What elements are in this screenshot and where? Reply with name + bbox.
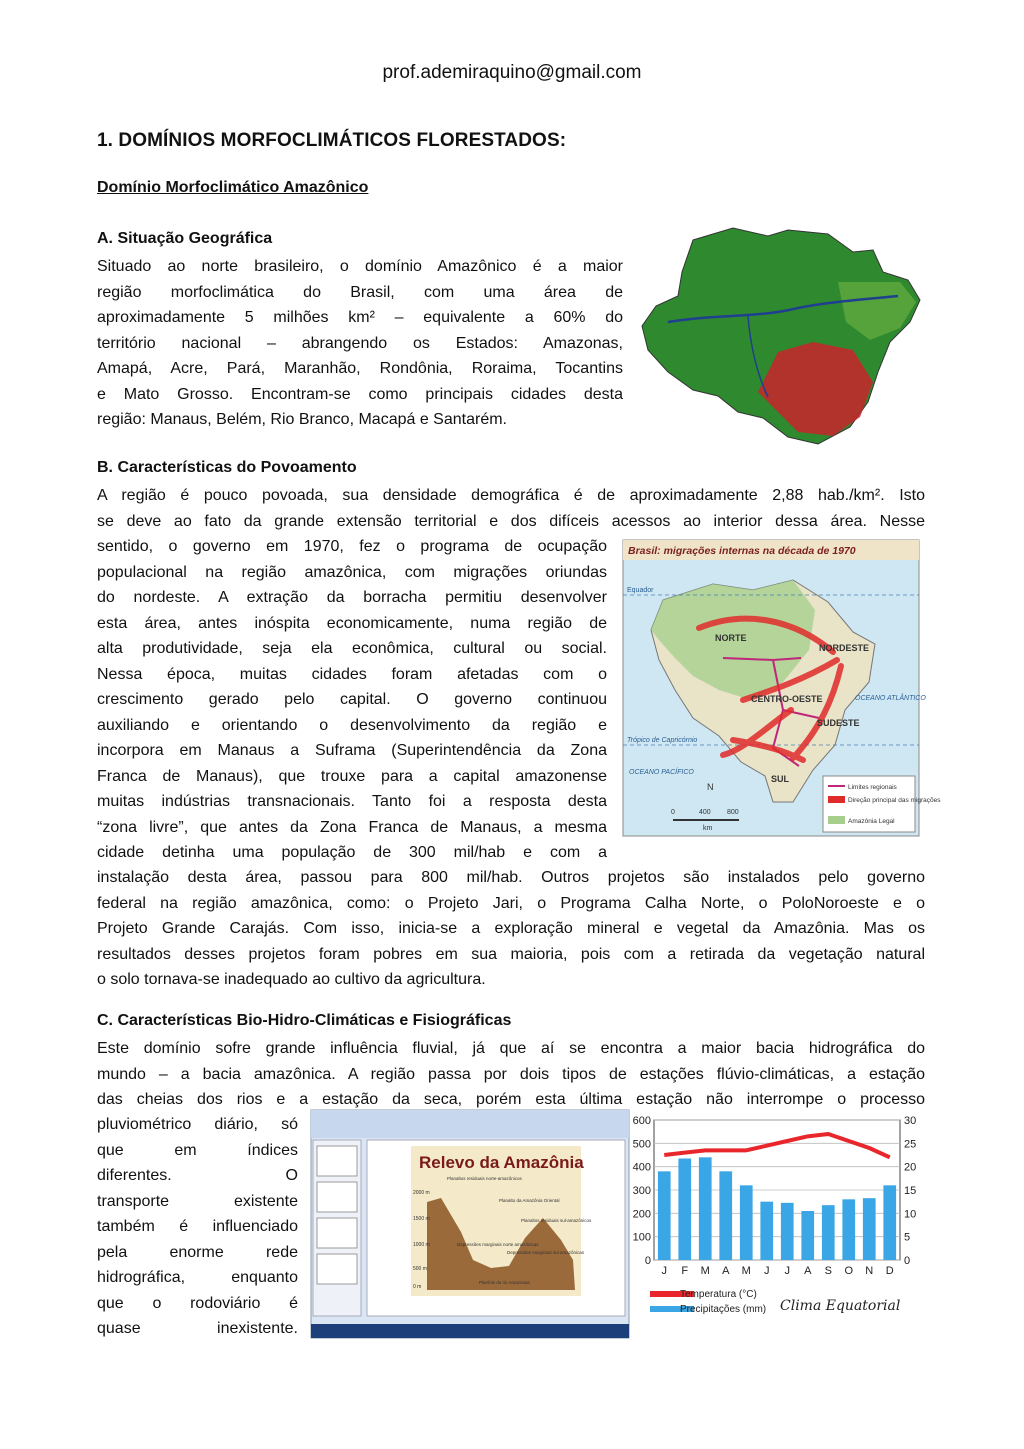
month-label: M xyxy=(700,1265,710,1277)
slide-thumb xyxy=(317,1254,357,1284)
right-tick-label: 15 xyxy=(904,1185,917,1197)
precipitation-bar xyxy=(760,1202,773,1260)
text-line: muitas indústrias transnacionais. Tanto foi a resposta desta xyxy=(97,793,607,810)
slide-tick: 1000 m xyxy=(413,1242,430,1248)
slide-thumb xyxy=(317,1182,357,1212)
precipitation-bar xyxy=(658,1171,671,1260)
legend-swatch-amazon xyxy=(828,816,845,824)
precipitation-bar xyxy=(842,1199,855,1260)
precipitation-bar xyxy=(883,1185,896,1260)
month-label: F xyxy=(681,1265,689,1277)
section-a-text xyxy=(97,254,623,433)
left-tick-label: 400 xyxy=(632,1161,651,1174)
month-label: A xyxy=(722,1265,730,1277)
text-line: A região é pouco povoada, sua densidade demográfica é de aproximadamente 2,88 hab./km². Isto xyxy=(97,487,925,504)
right-tick-label: 20 xyxy=(904,1161,917,1174)
left-tick-label: 100 xyxy=(632,1231,651,1244)
section-b-heading: B. Características do Povoamento xyxy=(97,459,357,476)
legend-temperature: Temperatura (°C) xyxy=(680,1289,757,1300)
section-c-text-top xyxy=(97,1036,925,1113)
text-line: se deve ao fato da grande extensão territorial e dos difíceis acessos ao interior dessa área. Nesse xyxy=(97,512,925,530)
text-line: populacional na região amazônica, com migrações oriundas xyxy=(97,563,607,581)
text-line: região morfoclimática do Brasil, com uma área de xyxy=(97,283,623,301)
month-label: J xyxy=(784,1265,790,1277)
text-line: instalação desta área, passou para 800 mil/hab. Outros projetos são instalados pelo governo xyxy=(97,869,925,886)
month-label: N xyxy=(865,1265,874,1277)
precipitation-bar xyxy=(863,1198,876,1260)
text-line: Situado ao norte brasileiro, o domínio Amazônico é a maior xyxy=(97,258,623,275)
precipitation-bar xyxy=(822,1205,835,1260)
text-line: também é influenciado xyxy=(97,1218,298,1235)
region-sudeste: SUDESTE xyxy=(817,718,860,728)
month-label: M xyxy=(741,1265,751,1277)
text-line: e Mato Grosso. Encontram-se como principais cidades desta xyxy=(97,385,623,403)
precipitation-bar xyxy=(719,1171,732,1260)
slide-title: Relevo da Amazônia xyxy=(419,1153,584,1172)
climate-chart xyxy=(630,1110,926,1322)
month-label: S xyxy=(824,1265,832,1277)
text-line: resultados desses projetos foram pobres em sua maioria, pois com a retirada da vegetação natural xyxy=(97,945,925,963)
north-arrow-label: N xyxy=(707,782,714,792)
text-line: Este domínio sofre grande influência fluvial, já que aí se encontra a maior bacia hidrográfica do xyxy=(97,1040,925,1057)
month-label: O xyxy=(844,1265,854,1277)
text-line: crescimento gerado pelo capital. O governo continuou xyxy=(97,691,607,708)
migration-map-title: Brasil: migrações internas na década de 1970 xyxy=(628,545,856,557)
scale-tick-0: 0 xyxy=(671,809,675,816)
precipitation-bar xyxy=(740,1185,753,1260)
left-tick-label: 200 xyxy=(632,1208,651,1221)
scale-tick-800: 800 xyxy=(727,809,739,816)
right-tick-label: 25 xyxy=(904,1138,917,1151)
text-line: Nessa época, muitas cidades foram afetadas com o xyxy=(97,665,607,683)
right-tick-label: 10 xyxy=(904,1208,917,1221)
text-line: Franca de Manaus), que trouxe para a capital amazonense xyxy=(97,767,607,785)
slide-tick: 1500 m xyxy=(413,1216,430,1222)
left-tick-label: 0 xyxy=(644,1255,651,1267)
slide-label: Planaltos residuais sul-amazônicos xyxy=(521,1218,592,1223)
legend-amazon: Amazônia Legal xyxy=(848,818,895,825)
right-tick-label: 0 xyxy=(904,1255,911,1267)
text-line: federal na região amazônica, como: o Projeto Jari, o Programa Calha Norte, o PoloNoroeste e o xyxy=(97,894,925,912)
region-nordeste: NORDESTE xyxy=(819,643,870,653)
left-tick-label: 300 xyxy=(632,1185,651,1197)
left-tick-label: 500 xyxy=(632,1138,651,1151)
text-line: cidade detinha uma população de 300 mil/hab e com a xyxy=(97,844,607,861)
text-line: aproximadamente 5 milhões km² – equivalente a 60% do xyxy=(97,309,623,326)
slide-thumb xyxy=(317,1218,357,1248)
slide-tick: 0 m xyxy=(413,1284,422,1290)
text-line: esta área, antes inóspita economicamente, numa região de xyxy=(97,614,607,632)
text-line: transporte existente xyxy=(97,1192,298,1210)
precipitation-bar xyxy=(781,1203,794,1260)
text-line: Amapá, Acre, Pará, Maranhão, Rondônia, Roraima, Tocantins xyxy=(97,360,623,377)
text-line: mundo – a bacia amazônica. A região passa por dois tipos de estações flúvio-climáticas, a estação xyxy=(97,1065,925,1083)
precipitation-bar xyxy=(678,1159,691,1261)
text-line: alta produtividade, seja ela econômica, cultural ou social. xyxy=(97,640,607,657)
chart-caption: Clima Equatorial xyxy=(780,1298,901,1314)
text-line: auxiliando e orientando o desenvolvimento da região e xyxy=(97,716,607,734)
region-norte: NORTE xyxy=(715,633,747,643)
migration-map xyxy=(623,540,941,836)
slide-thumb xyxy=(317,1146,357,1176)
scale-unit: km xyxy=(703,825,713,832)
tropic-label: Trópico de Capricórnio xyxy=(627,737,698,744)
section-b-text-top xyxy=(97,483,925,534)
right-tick-label: 5 xyxy=(904,1231,911,1244)
left-tick-label: 600 xyxy=(632,1115,651,1127)
slide-tick: 500 m xyxy=(413,1266,427,1272)
text-line: hidrográfica, enquanto xyxy=(97,1269,298,1286)
text-line: incorpora em Manaus a Suframa (Superintendência da Zona xyxy=(97,742,607,759)
month-label: D xyxy=(885,1265,894,1277)
page-title: 1. DOMÍNIOS MORFOCLIMÁTICOS FLORESTADOS: xyxy=(97,130,567,151)
precipitation-bar xyxy=(699,1157,712,1260)
legend-swatch-arrows xyxy=(828,796,845,803)
slide-tick: 2000 m xyxy=(413,1190,430,1196)
text-line: pluviométrico diário, só xyxy=(97,1116,298,1133)
slide-label: Planície do rio Amazonas xyxy=(479,1280,530,1285)
scale-tick-400: 400 xyxy=(699,809,711,816)
atlantic-label: OCEANO ATLÂNTICO xyxy=(855,695,926,702)
precipitation-bar xyxy=(801,1211,814,1260)
slide-label: Depressões marginais norte amazônicas xyxy=(457,1242,539,1247)
month-label: J xyxy=(661,1265,667,1277)
text-line: que o rodoviário é xyxy=(97,1294,298,1312)
slide-label: Planaltos residuais norte-amazônicos xyxy=(447,1176,522,1181)
right-tick-label: 30 xyxy=(904,1115,917,1127)
legend-limits: Limites regionais xyxy=(848,784,897,791)
slide-label: Depressões marginais sul amazônicas xyxy=(507,1250,585,1255)
text-line: sentido, o governo em 1970, fez o programa de ocupação xyxy=(97,538,607,555)
pacific-label: OCEANO PACÍFICO xyxy=(629,769,694,776)
section-b-text-narrow xyxy=(97,534,607,866)
text-line: pela enorme rede xyxy=(97,1243,298,1261)
equator-label: Equador xyxy=(627,587,654,594)
text-line: o solo tornava-se inadequado ao cultivo da agricultura. xyxy=(97,971,486,988)
text-line: Projeto Grande Carajás. Com isso, inicia-se a exploração mineral e vegetal da Amazônia. Mas os xyxy=(97,920,925,937)
region-sul: SUL xyxy=(771,774,789,784)
subtitle: Domínio Morfoclimático Amazônico xyxy=(97,179,369,196)
text-line: das cheias dos rios e a estação da seca, porém esta última estação não interrompe o processo xyxy=(97,1091,925,1108)
text-line: “zona livre”, que antes da Zona Franca de Manaus, a mesma xyxy=(97,818,607,836)
slide-label: Planalto da Amazônia Oriental xyxy=(499,1198,560,1203)
section-b-text-bottom xyxy=(97,865,925,993)
text-line: quase inexistente. xyxy=(97,1320,298,1337)
region-centro-oeste: CENTRO-OESTE xyxy=(751,694,823,704)
text-line: região: Manaus, Belém, Rio Branco, Macapá e Santarém. xyxy=(97,411,507,428)
text-line: que em índices xyxy=(97,1141,298,1159)
month-label: A xyxy=(804,1265,812,1277)
author-email: prof.ademiraquino@gmail.com xyxy=(382,62,642,83)
section-a-heading: A. Situação Geográfica xyxy=(97,230,273,247)
amazon-domain-map xyxy=(638,222,928,452)
text-line: território nacional – abrangendo os Estados: Amazonas, xyxy=(97,334,623,352)
text-line: do nordeste. A extração da borracha permitiu desenvolver xyxy=(97,589,607,606)
month-label: J xyxy=(764,1265,770,1277)
text-line: diferentes. O xyxy=(97,1167,298,1184)
slide-screenshot xyxy=(311,1110,629,1338)
section-c-text-narrow xyxy=(97,1112,298,1342)
legend-arrows: Direção principal das migrações xyxy=(848,797,941,804)
section-c-heading: C. Características Bio-Hidro-Climáticas e Fisiográficas xyxy=(97,1012,512,1029)
legend-precipitation: Precipitações (mm) xyxy=(680,1304,767,1315)
